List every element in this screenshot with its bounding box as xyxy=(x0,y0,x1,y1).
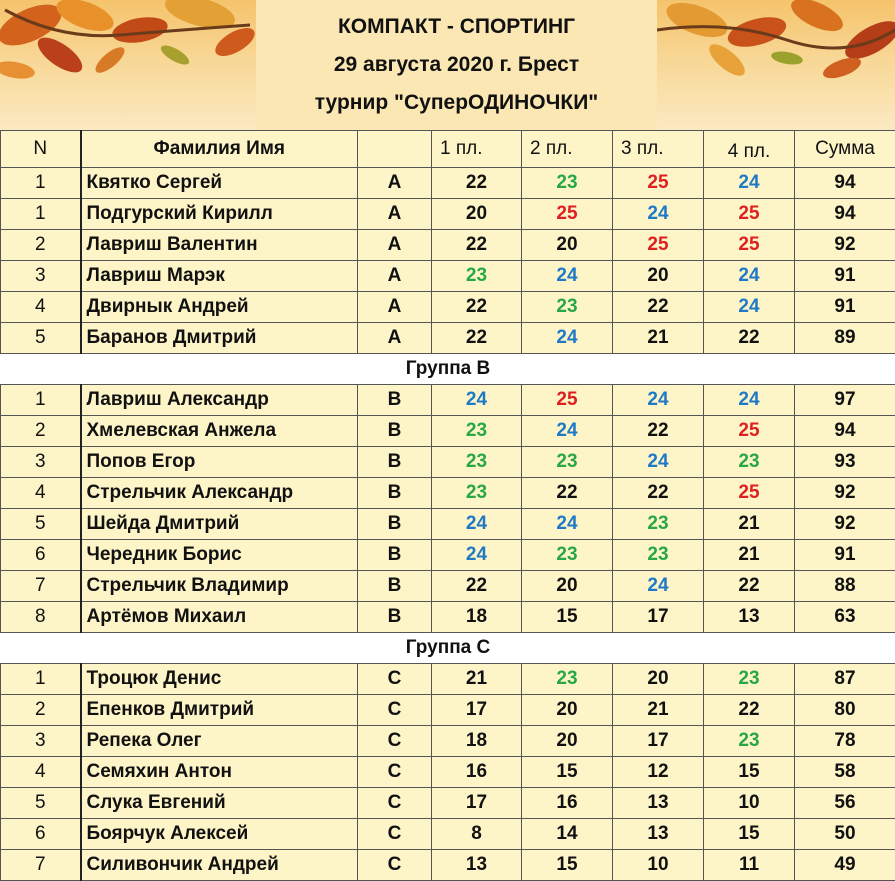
score-cell: 23 xyxy=(522,168,613,199)
score-cell: 25 xyxy=(704,478,795,509)
score-cell: 25 xyxy=(522,199,613,230)
place-cell: 7 xyxy=(1,850,81,881)
score-cell: 23 xyxy=(613,509,704,540)
score-cell: 23 xyxy=(522,292,613,323)
place-cell: 1 xyxy=(1,168,81,199)
place-cell: 4 xyxy=(1,478,81,509)
group-cell: C xyxy=(358,726,432,757)
sum-cell: 89 xyxy=(795,323,895,354)
name-cell: Стрельчик Александр xyxy=(81,478,358,509)
sum-cell: 94 xyxy=(795,168,895,199)
table-row xyxy=(1,602,895,633)
score-cell: 20 xyxy=(432,199,522,230)
score-cell: 24 xyxy=(522,261,613,292)
score-cell: 23 xyxy=(704,664,795,695)
score-cell: 21 xyxy=(704,509,795,540)
group-label: Группа B xyxy=(1,354,895,385)
group-cell: A xyxy=(358,199,432,230)
column-header-group xyxy=(358,131,432,168)
column-header-sum: Сумма xyxy=(795,131,895,168)
score-cell: 20 xyxy=(522,230,613,261)
table-row xyxy=(1,726,895,757)
score-cell: 24 xyxy=(704,261,795,292)
group-cell: B xyxy=(358,540,432,571)
name-cell: Баранов Дмитрий xyxy=(81,323,358,354)
name-cell: Хмелевская Анжела xyxy=(81,416,358,447)
column-header-p2: 2 пл. xyxy=(522,131,613,168)
place-cell: 5 xyxy=(1,509,81,540)
table-body xyxy=(1,168,895,881)
score-cell: 22 xyxy=(704,323,795,354)
score-cell: 13 xyxy=(704,602,795,633)
score-cell: 23 xyxy=(522,447,613,478)
score-cell: 24 xyxy=(613,447,704,478)
group-cell: A xyxy=(358,292,432,323)
score-cell: 16 xyxy=(432,757,522,788)
score-cell: 10 xyxy=(704,788,795,819)
score-cell: 23 xyxy=(704,726,795,757)
table-row xyxy=(1,261,895,292)
score-cell: 24 xyxy=(522,509,613,540)
table-row xyxy=(1,230,895,261)
place-cell: 8 xyxy=(1,602,81,633)
score-cell: 22 xyxy=(432,168,522,199)
score-cell: 14 xyxy=(522,819,613,850)
sum-cell: 94 xyxy=(795,416,895,447)
place-cell: 1 xyxy=(1,199,81,230)
score-cell: 13 xyxy=(613,788,704,819)
group-cell: C xyxy=(358,788,432,819)
place-cell: 3 xyxy=(1,447,81,478)
score-cell: 21 xyxy=(432,664,522,695)
table-header-row xyxy=(1,131,895,168)
score-cell: 10 xyxy=(613,850,704,881)
name-cell: Артёмов Михаил xyxy=(81,602,358,633)
score-cell: 24 xyxy=(522,323,613,354)
sum-cell: 78 xyxy=(795,726,895,757)
group-cell: A xyxy=(358,261,432,292)
score-cell: 17 xyxy=(613,726,704,757)
group-header-row xyxy=(1,633,895,664)
table-row xyxy=(1,478,895,509)
group-cell: C xyxy=(358,819,432,850)
sum-cell: 58 xyxy=(795,757,895,788)
place-cell: 3 xyxy=(1,261,81,292)
sum-cell: 56 xyxy=(795,788,895,819)
score-cell: 17 xyxy=(613,602,704,633)
table-row xyxy=(1,788,895,819)
sum-cell: 92 xyxy=(795,230,895,261)
place-cell: 6 xyxy=(1,540,81,571)
table-row xyxy=(1,664,895,695)
table-row xyxy=(1,292,895,323)
sum-cell: 88 xyxy=(795,571,895,602)
score-cell: 22 xyxy=(613,416,704,447)
sum-cell: 49 xyxy=(795,850,895,881)
name-cell: Слука Евгений xyxy=(81,788,358,819)
place-cell: 4 xyxy=(1,757,81,788)
score-cell: 24 xyxy=(522,416,613,447)
score-cell: 25 xyxy=(704,416,795,447)
score-cell: 22 xyxy=(432,323,522,354)
title-line-3: турнир "СуперОДИНОЧКИ" xyxy=(314,91,599,114)
group-cell: A xyxy=(358,168,432,199)
place-cell: 3 xyxy=(1,726,81,757)
sum-cell: 93 xyxy=(795,447,895,478)
group-cell: B xyxy=(358,416,432,447)
table-row xyxy=(1,509,895,540)
score-cell: 18 xyxy=(432,726,522,757)
sum-cell: 97 xyxy=(795,385,895,416)
score-cell: 15 xyxy=(522,757,613,788)
autumn-leaves-image-left xyxy=(0,0,256,130)
sum-cell: 91 xyxy=(795,261,895,292)
score-cell: 12 xyxy=(613,757,704,788)
group-cell: C xyxy=(358,695,432,726)
table-row xyxy=(1,447,895,478)
sum-cell: 63 xyxy=(795,602,895,633)
score-cell: 16 xyxy=(522,788,613,819)
group-cell: C xyxy=(358,850,432,881)
score-cell: 20 xyxy=(613,664,704,695)
place-cell: 7 xyxy=(1,571,81,602)
score-cell: 23 xyxy=(704,447,795,478)
score-cell: 22 xyxy=(613,478,704,509)
table-row xyxy=(1,540,895,571)
table-row xyxy=(1,323,895,354)
score-cell: 15 xyxy=(522,850,613,881)
score-cell: 21 xyxy=(613,695,704,726)
sum-cell: 50 xyxy=(795,819,895,850)
group-cell: A xyxy=(358,230,432,261)
score-cell: 22 xyxy=(432,571,522,602)
column-header-p1: 1 пл. xyxy=(432,131,522,168)
place-cell: 2 xyxy=(1,230,81,261)
name-cell: Епенков Дмитрий xyxy=(81,695,358,726)
sum-cell: 91 xyxy=(795,540,895,571)
place-cell: 2 xyxy=(1,416,81,447)
score-cell: 17 xyxy=(432,695,522,726)
score-cell: 24 xyxy=(704,385,795,416)
group-cell: C xyxy=(358,757,432,788)
name-cell: Лавриш Александр xyxy=(81,385,358,416)
score-cell: 22 xyxy=(432,230,522,261)
name-cell: Лавриш Валентин xyxy=(81,230,358,261)
score-cell: 22 xyxy=(704,695,795,726)
score-cell: 22 xyxy=(432,292,522,323)
score-cell: 13 xyxy=(613,819,704,850)
score-cell: 8 xyxy=(432,819,522,850)
title-line-1: КОМПАКТ - СПОРТИНГ xyxy=(337,15,576,38)
name-cell: Чередник Борис xyxy=(81,540,358,571)
group-cell: B xyxy=(358,385,432,416)
column-header-n: N xyxy=(1,131,81,168)
score-cell: 23 xyxy=(522,664,613,695)
group-cell: C xyxy=(358,664,432,695)
name-cell: Репека Олег xyxy=(81,726,358,757)
score-cell: 22 xyxy=(704,571,795,602)
score-cell: 24 xyxy=(613,199,704,230)
score-cell: 25 xyxy=(613,168,704,199)
results-table xyxy=(0,130,895,881)
table-row xyxy=(1,819,895,850)
name-cell: Семяхин Антон xyxy=(81,757,358,788)
title-line-2: 29 августа 2020 г. Брест xyxy=(333,53,580,76)
place-cell: 5 xyxy=(1,788,81,819)
score-cell: 15 xyxy=(704,757,795,788)
score-cell: 15 xyxy=(704,819,795,850)
score-cell: 24 xyxy=(432,509,522,540)
score-cell: 25 xyxy=(704,230,795,261)
score-cell: 23 xyxy=(432,261,522,292)
sum-cell: 87 xyxy=(795,664,895,695)
column-header-name: Фамилия Имя xyxy=(81,131,358,168)
page-title xyxy=(256,0,657,130)
score-cell: 20 xyxy=(522,695,613,726)
place-cell: 1 xyxy=(1,385,81,416)
place-cell: 2 xyxy=(1,695,81,726)
score-cell: 25 xyxy=(522,385,613,416)
column-header-p4: 4 пл. xyxy=(704,131,795,168)
score-cell: 21 xyxy=(613,323,704,354)
sum-cell: 92 xyxy=(795,509,895,540)
score-cell: 23 xyxy=(613,540,704,571)
score-cell: 18 xyxy=(432,602,522,633)
score-cell: 24 xyxy=(704,292,795,323)
score-cell: 17 xyxy=(432,788,522,819)
table-row xyxy=(1,199,895,230)
score-cell: 24 xyxy=(432,385,522,416)
score-cell: 22 xyxy=(522,478,613,509)
sum-cell: 80 xyxy=(795,695,895,726)
score-cell: 22 xyxy=(613,292,704,323)
score-cell: 23 xyxy=(432,416,522,447)
score-cell: 24 xyxy=(613,385,704,416)
score-cell: 15 xyxy=(522,602,613,633)
sum-cell: 94 xyxy=(795,199,895,230)
name-cell: Стрельчик Владимир xyxy=(81,571,358,602)
table-row xyxy=(1,385,895,416)
place-cell: 4 xyxy=(1,292,81,323)
name-cell: Подгурский Кирилл xyxy=(81,199,358,230)
autumn-leaves-image-right xyxy=(657,0,895,130)
name-cell: Троцюк Денис xyxy=(81,664,358,695)
sum-cell: 92 xyxy=(795,478,895,509)
name-cell: Двирнык Андрей xyxy=(81,292,358,323)
score-cell: 25 xyxy=(704,199,795,230)
score-cell: 24 xyxy=(613,571,704,602)
header-banner xyxy=(0,0,895,130)
group-cell: B xyxy=(358,571,432,602)
group-cell: B xyxy=(358,447,432,478)
place-cell: 1 xyxy=(1,664,81,695)
score-cell: 24 xyxy=(432,540,522,571)
score-cell: 20 xyxy=(522,726,613,757)
score-cell: 23 xyxy=(432,447,522,478)
score-cell: 13 xyxy=(432,850,522,881)
table-row xyxy=(1,571,895,602)
name-cell: Боярчук Алексей xyxy=(81,819,358,850)
group-cell: B xyxy=(358,509,432,540)
table-row xyxy=(1,850,895,881)
score-cell: 25 xyxy=(613,230,704,261)
score-cell: 21 xyxy=(704,540,795,571)
sum-cell: 91 xyxy=(795,292,895,323)
group-label: Группа С xyxy=(1,633,895,664)
score-cell: 20 xyxy=(613,261,704,292)
place-cell: 5 xyxy=(1,323,81,354)
group-header-row xyxy=(1,354,895,385)
name-cell: Лавриш Марэк xyxy=(81,261,358,292)
table-row xyxy=(1,168,895,199)
score-cell: 23 xyxy=(522,540,613,571)
group-cell: B xyxy=(358,478,432,509)
place-cell: 6 xyxy=(1,819,81,850)
score-cell: 23 xyxy=(432,478,522,509)
score-cell: 11 xyxy=(704,850,795,881)
name-cell: Квятко Сергей xyxy=(81,168,358,199)
table-row xyxy=(1,695,895,726)
group-cell: B xyxy=(358,602,432,633)
score-cell: 24 xyxy=(704,168,795,199)
group-cell: A xyxy=(358,323,432,354)
column-header-p3: 3 пл. xyxy=(613,131,704,168)
table-row xyxy=(1,416,895,447)
table-row xyxy=(1,757,895,788)
score-cell: 20 xyxy=(522,571,613,602)
name-cell: Силивончик Андрей xyxy=(81,850,358,881)
name-cell: Попов Егор xyxy=(81,447,358,478)
name-cell: Шейда Дмитрий xyxy=(81,509,358,540)
